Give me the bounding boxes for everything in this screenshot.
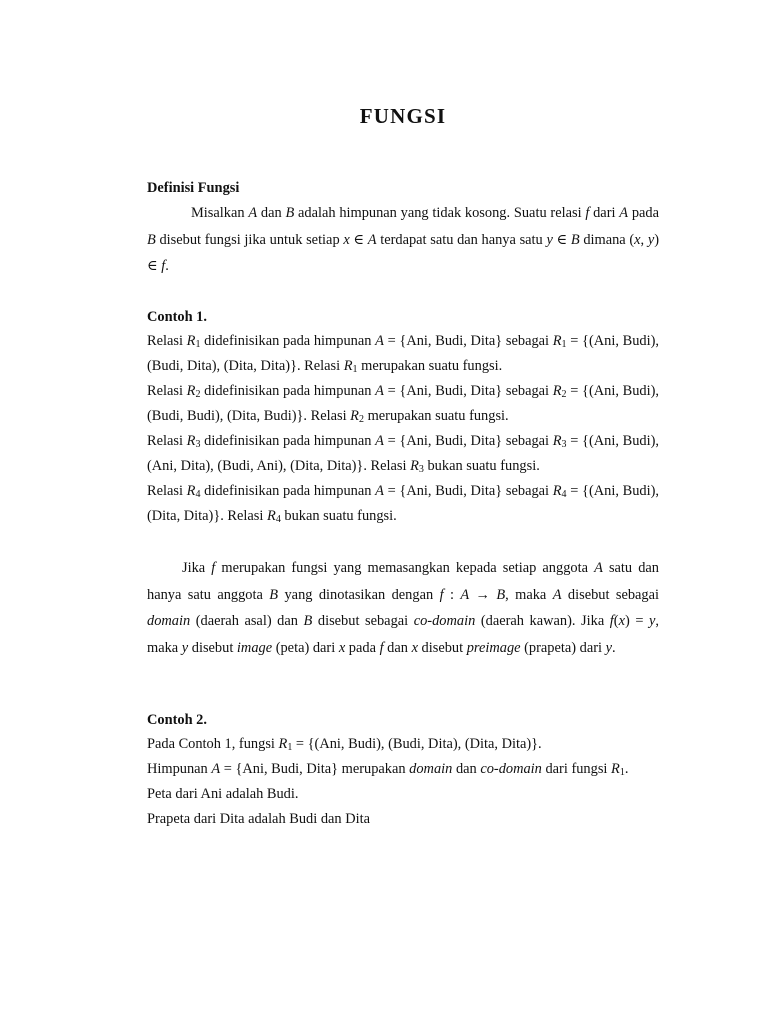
document-title: FUNGSI (359, 104, 447, 128)
example2-line-3: Peta dari Ani adalah Budi. (147, 786, 299, 802)
domain-codomain-paragraph: Jika f merupakan fungsi yang memasangkan kepada setiap anggota A satu dan hanya satu anggota B yang dinotasikan dengan f : A → B, maka A disebut sebagai domain (daerah asal) dan B disebut sebagai co-domain (daerah kawan). Jika f(x) = y, maka y disebut image (peta) dari x pada f dan x disebut preimage (prapeta) dari y. (147, 560, 660, 656)
example2-section (147, 708, 659, 832)
definition-heading: Definisi Fungsi (147, 180, 240, 196)
example1-section (147, 305, 659, 529)
example1-relation-1: Relasi $R_1$ didefinisikan pada himpunan A = {Ani, Budi, Dita} sebagai $R_1 = \{(Ani$, Budi), (Budi, Dita), (Dita, Dita)}. Relasi $R_1$ merupakan suatu fungsi. (147, 333, 659, 375)
example1-relation-4: Relasi $R_4$ didefinisikan pada himpunan A = {Ani, Budi, Dita} sebagai $R_4 = \{(Ani$, Budi), (Dita, Dita)}. Relasi $R_4$ bukan suatu fungsi. (147, 483, 659, 525)
example2-line-4: Prapeta dari Dita adalah Budi dan Dita (147, 811, 370, 827)
example1-heading: Contoh 1. (147, 309, 207, 325)
definition-text: Misalkan A dan B adalah himpunan yang tidak kosong. Suatu relasi f dari A pada B disebut fungsi jika untuk setiap x ∈ A terdapat satu dan hanya satu y ∈ B dimana (x, y) ∈ f. (147, 205, 659, 274)
definition-section (147, 176, 659, 280)
example2-line-1: Pada Contoh 1, fungsi $R_1 = \{(Ani$, Budi), (Budi, Dita), (Dita, Dita)}. (147, 736, 542, 753)
example1-relation-3: Relasi $R_3$ didefinisikan pada himpunan A = {Ani, Budi, Dita} sebagai $R_3 = \{(Ani$, Budi), (Ani, Dita), (Budi, Ani), (Dita, Dita)}. Relasi $R_3$ bukan suatu fungsi. (147, 433, 659, 475)
example1-relation-2: Relasi $R_2$ didefinisikan pada himpunan A = {Ani, Budi, Dita} sebagai $R_2 = \{(Ani$, Budi), (Budi, Budi), (Dita, Budi)}. Relasi $R_2$ merupakan suatu fungsi. (147, 383, 659, 425)
example2-line-2: Himpunan A = {Ani, Budi, Dita} merupakan domain dan co-domain dari fungsi $R_1$. (147, 761, 629, 778)
example2-heading: Contoh 2. (147, 712, 207, 728)
domain-codomain-section (147, 555, 659, 661)
